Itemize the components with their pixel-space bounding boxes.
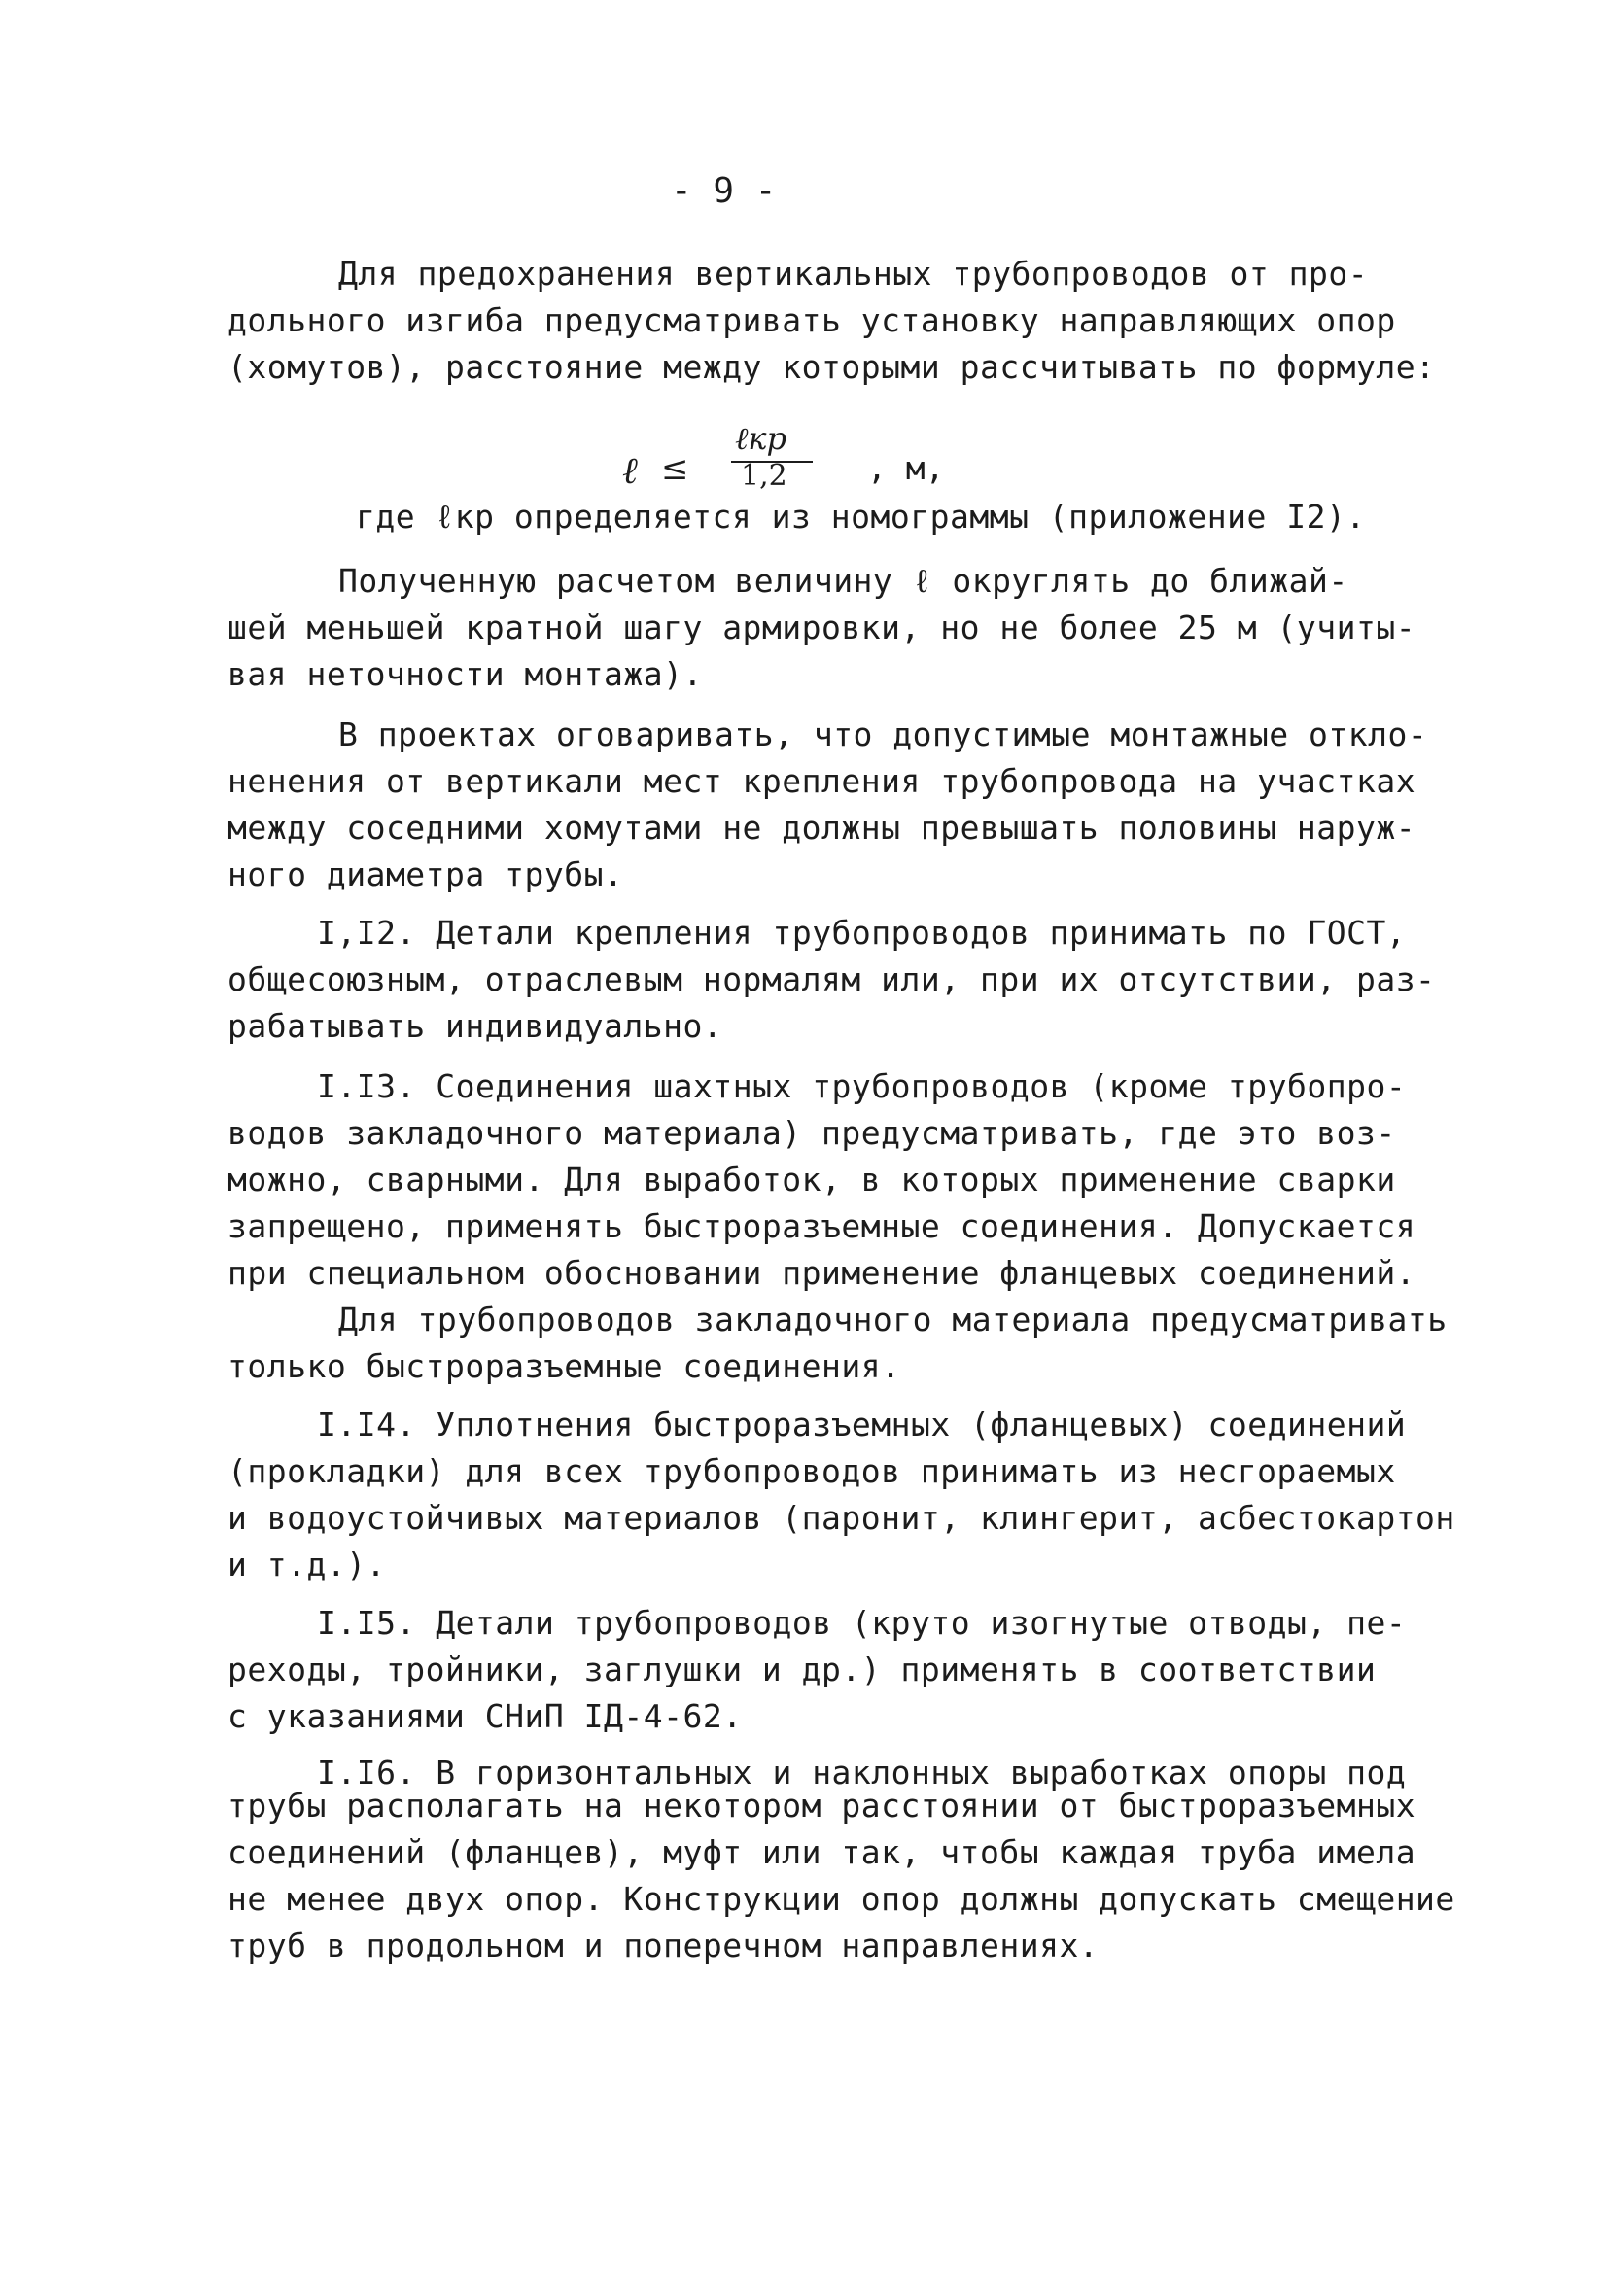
clause-1-13-line-4: запрещено, применять быстроразъемные соединения. Допускается xyxy=(227,1207,1416,1245)
intro-line-2: дольного изгиба предусматривать установку направляющих опор xyxy=(227,301,1396,339)
clause-1-13-line-5: при специальном обосновании применение фланцевых соединений. xyxy=(227,1254,1416,1292)
clause-1-16-line-5: труб в продольном и поперечном направлениях. xyxy=(227,1927,1100,1965)
intro-line-1: Для предохранения вертикальных трубопроводов от про- xyxy=(338,255,1369,293)
formula-relation: ≤ xyxy=(661,449,689,488)
clause-1-12-line-3: рабатывать индивидуально. xyxy=(227,1007,723,1045)
clause-1-13-line-1: I.I3. Соединения шахтных трубопроводов (кроме трубопро- xyxy=(317,1067,1407,1105)
clause-1-14-line-2: (прокладки) для всех трубопроводов принимать из несгораемых xyxy=(227,1452,1396,1490)
formula-lhs: ℓ xyxy=(622,449,638,492)
clause-1-16-line-2: трубы располагать на некотором расстоянии от быстроразъемных xyxy=(227,1787,1416,1825)
rounding-line-2: шей меньшей кратной шагу армировки, но не более 25 м (учиты- xyxy=(227,609,1416,646)
rounding-line-1: Полученную расчетом величину ℓ округлять до ближай- xyxy=(338,562,1348,600)
formula-note: где ℓкр определяется из номограммы (приложение I2). xyxy=(356,498,1366,536)
clause-1-12-line-1: I,I2. Детали крепления трубопроводов принимать по ГОСТ, xyxy=(317,914,1407,952)
clause-1-16-line-4: не менее двух опор. Конструкции опор должны допускать смещение xyxy=(227,1880,1455,1918)
page-number: - 9 - xyxy=(671,171,777,211)
spacing-formula xyxy=(622,420,1011,498)
clause-1-15-line-1: I.I5. Детали трубопроводов (круто изогнутые отводы, пе- xyxy=(317,1604,1407,1642)
clause-1-13-line-2: водов закладочного материала) предусматривать, где это воз- xyxy=(227,1114,1396,1152)
formula-unit: , м, xyxy=(867,449,945,487)
deviation-line-2: ненения от вертикали мест крепления трубопровода на участках xyxy=(227,762,1416,800)
clause-1-15-line-2: реходы, тройники, заглушки и др.) применять в соответствии xyxy=(227,1651,1377,1688)
formula-numerator: ℓкр xyxy=(735,420,786,457)
clause-1-16-line-3: соединений (фланцев), муфт или так, чтобы каждая труба имела xyxy=(227,1833,1416,1871)
clause-1-13-line-3: можно, сварными. Для выработок, в которых применение сварки xyxy=(227,1161,1396,1199)
clause-1-14-line-1: I.I4. Уплотнения быстроразъемных (фланцевых) соединений xyxy=(317,1406,1407,1444)
clause-1-15-line-3: с указаниями СНиП IД-4-62. xyxy=(227,1697,743,1735)
deviation-line-1: В проектах оговаривать, что допустимые монтажные откло- xyxy=(338,715,1428,753)
clause-1-16-line-1: I.I6. В горизонтальных и наклонных выработках опоры под xyxy=(317,1754,1407,1792)
deviation-line-4: ного диаметра трубы. xyxy=(227,855,624,893)
rounding-line-3: вая неточности монтажа). xyxy=(227,655,703,693)
clause-1-14-line-3: и водоустойчивых материалов (паронит, клингерит, асбестокартон xyxy=(227,1499,1455,1537)
intro-line-3: (хомутов), расстояние между которыми рассчитывать по формуле: xyxy=(227,348,1436,386)
deviation-line-3: между соседними хомутами не должны превышать половины наруж- xyxy=(227,809,1416,847)
formula-denominator: 1,2 xyxy=(741,459,787,493)
clause-1-13-line-7: только быстроразъемные соединения. xyxy=(227,1347,901,1385)
clause-1-13-line-6: Для трубопроводов закладочного материала предусматривать xyxy=(338,1301,1448,1339)
clause-1-14-line-4: и т.д.). xyxy=(227,1546,386,1583)
clause-1-12-line-2: общесоюзным, отраслевым нормалям или, при их отсутствии, раз- xyxy=(227,960,1436,998)
